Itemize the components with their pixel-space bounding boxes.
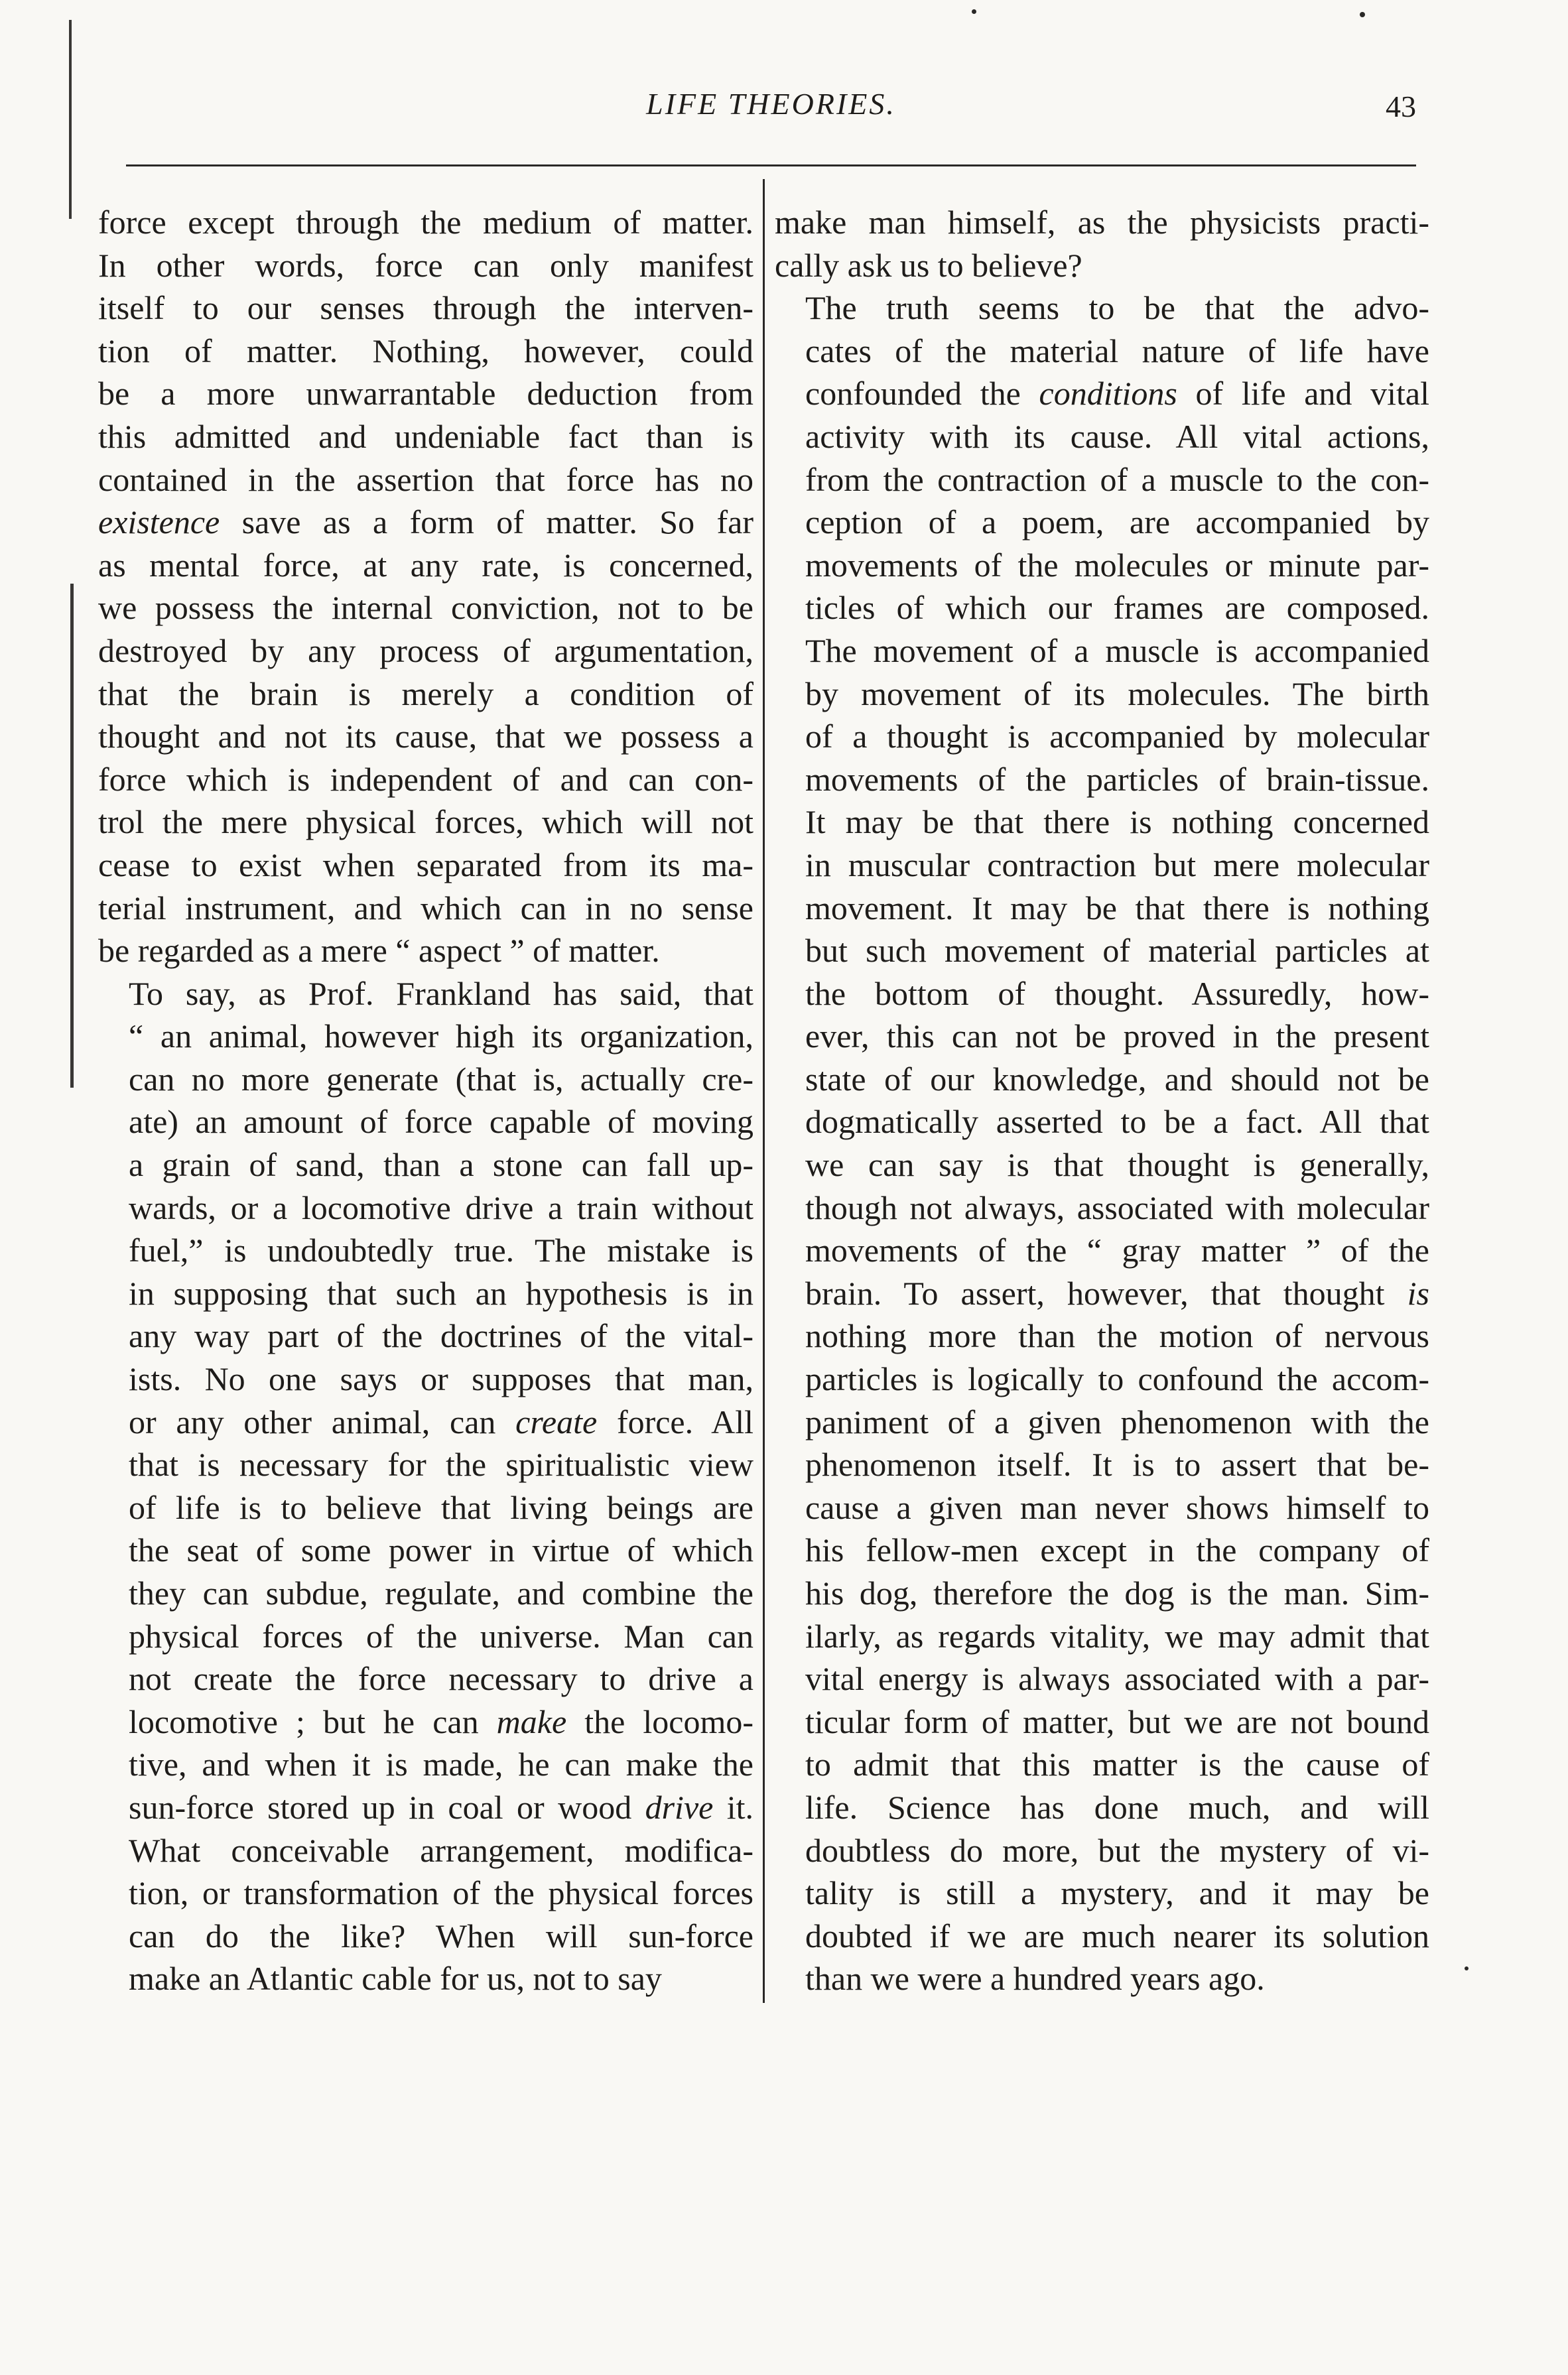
italic-word: drive (645, 1788, 714, 1826)
binding-edge-mark (70, 584, 74, 1088)
text-line: cally ask us to believe? (775, 246, 1082, 284)
text-line: force except through the medium of matter. (98, 204, 753, 241)
text-line: fuel,” is undoubtedly true. The mistake is (129, 1232, 753, 1269)
text-line: doubted if we are much nearer its solution (805, 1917, 1429, 1955)
text-line: locomotive ; but he can make the locomo- (129, 1702, 754, 1740)
text-line: a grain of sand, than a stone can fall up- (129, 1146, 753, 1184)
text-line: the seat of some power in virtue of which (129, 1531, 753, 1569)
left-column (98, 201, 753, 2000)
text-line: existence save as a form of matter. So far (98, 503, 753, 541)
italic-word: is (1407, 1274, 1429, 1312)
text-line: sun-force stored up in coal or wood drive it. (129, 1788, 753, 1826)
running-head: LIFE THEORIES. (646, 87, 896, 121)
text-line: to admit that this matter is the cause of (805, 1746, 1429, 1783)
text-line: of a thought is accompanied by molecular (805, 718, 1429, 755)
text-line: particles is logically to confound the accom- (805, 1360, 1429, 1398)
paragraph (775, 201, 1429, 287)
paragraph (98, 972, 753, 2000)
text-line: wards, or a locomotive drive a train without (129, 1188, 753, 1226)
text-line: movement. It may be that there is nothing (805, 889, 1429, 927)
text-line: by movement of its molecules. The birth (805, 674, 1429, 712)
text-line: movements of the particles of brain-tissue. (805, 760, 1429, 798)
text-line: itself to our senses through the interven- (98, 289, 753, 327)
text-line: To say, as Prof. Frankland has said, that (129, 974, 753, 1012)
text-line: his fellow-men except in the company of (805, 1531, 1429, 1569)
column-divider (763, 179, 765, 2003)
text-line: ilarly, as regards vitality, we may admit that (805, 1617, 1429, 1655)
text-line: tality is still a mystery, and it may be (805, 1874, 1429, 1912)
text-line: vital energy is always associated with a par- (805, 1660, 1429, 1698)
text-line: make an Atlantic cable for us, not to say (129, 1960, 662, 1998)
text-line: we can say is that thought is generally, (805, 1146, 1429, 1184)
text-line: be a more unwarrantable deduction from (98, 375, 753, 413)
text-line: in muscular contraction but mere molecular (805, 846, 1429, 883)
text-line: ever, this can not be proved in the present (805, 1017, 1429, 1055)
text-line: can no more generate (that is, actually cre- (129, 1060, 753, 1098)
text-line: phenomenon itself. It is to assert that be- (805, 1446, 1429, 1484)
text-line: movements of the molecules or minute par- (805, 546, 1429, 584)
ink-speck (1465, 1966, 1469, 1970)
text-line: be regarded as a mere “ aspect ” of matter. (98, 932, 660, 970)
text-line: ists. No one says or supposes that man, (129, 1360, 753, 1398)
text-line: we possess the internal conviction, not to be (98, 589, 753, 627)
text-line: trol the mere physical forces, which will not (98, 803, 753, 841)
text-line: tion of matter. Nothing, however, could (98, 332, 753, 369)
page-number: 43 (1386, 90, 1416, 123)
text-line: dogmatically asserted to be a fact. All that (805, 1103, 1429, 1141)
text-line: than we were a hundred years ago. (805, 1960, 1265, 1998)
text-line: cause a given man never shows himself to (805, 1488, 1429, 1526)
text-line: activity with its cause. All vital actions, (805, 417, 1429, 455)
italic-word: create (515, 1403, 598, 1441)
paragraph (98, 201, 753, 972)
text-line: The movement of a muscle is accompanied (805, 631, 1429, 669)
text-line: cates of the material nature of life have (805, 332, 1429, 369)
text-line: this admitted and undeniable fact than is (98, 417, 753, 455)
text-line: or any other animal, can create force. All (129, 1403, 753, 1441)
text-line: the bottom of thought. Assuredly, how- (805, 974, 1429, 1012)
text-line: life. Science has done much, and will (805, 1788, 1429, 1826)
text-line: as mental force, at any rate, is concerned, (98, 546, 753, 584)
text-line: of life is to believe that living beings are (129, 1488, 753, 1526)
text-line: It may be that there is nothing concerned (805, 803, 1429, 841)
italic-word: make (496, 1702, 567, 1740)
text-line: ate) an amount of force capable of moving (129, 1103, 753, 1141)
text-line: not create the force necessary to drive a (129, 1660, 753, 1698)
text-line: from the contraction of a muscle to the con- (805, 460, 1429, 498)
text-line: ticular form of matter, but we are not bound (805, 1702, 1429, 1740)
text-line: The truth seems to be that the advo- (805, 289, 1429, 327)
binding-edge-mark (69, 20, 72, 219)
text-line: terial instrument, and which can in no sense (98, 889, 753, 927)
text-line: force which is independent of and can con- (98, 760, 753, 798)
text-line: tion, or transformation of the physical forces (129, 1874, 753, 1912)
text-line: destroyed by any process of argumentation, (98, 631, 753, 669)
text-line: in supposing that such an hypothesis is in (129, 1274, 753, 1312)
text-line: they can subdue, regulate, and combine the (129, 1574, 753, 1612)
text-line: In other words, force can only manifest (98, 246, 753, 284)
italic-word: conditions (1039, 375, 1177, 413)
ink-speck (1360, 12, 1365, 17)
header-rule (126, 164, 1416, 166)
text-line: paniment of a given phenomenon with the (805, 1403, 1429, 1441)
text-line: “ an animal, however high its organization, (129, 1017, 753, 1055)
italic-word: existence (98, 503, 220, 541)
text-line: cease to exist when separated from its ma- (98, 846, 753, 883)
ink-speck (972, 9, 976, 14)
text-line: contained in the assertion that force has no (98, 460, 753, 498)
paragraph (775, 287, 1429, 2000)
text-line: tive, and when it is made, he can make the (129, 1746, 753, 1783)
text-line: brain. To assert, however, that thought is (805, 1274, 1429, 1312)
text-line: ticles of which our frames are composed. (805, 589, 1429, 627)
text-line: that the brain is merely a condition of (98, 674, 753, 712)
text-line: doubtless do more, but the mystery of vi- (805, 1831, 1429, 1869)
text-line: What conceivable arrangement, modifica- (129, 1831, 753, 1869)
right-column (775, 201, 1429, 2000)
text-line: can do the like? When will sun-force (129, 1917, 753, 1955)
text-line: ception of a poem, are accompanied by (805, 503, 1429, 541)
page-header (126, 86, 1416, 139)
text-line: make man himself, as the physicists practi- (775, 204, 1429, 241)
text-line: though not always, associated with molecular (805, 1188, 1429, 1226)
text-line: his dog, therefore the dog is the man. Sim- (805, 1574, 1429, 1612)
text-line: movements of the “ gray matter ” of the (805, 1232, 1429, 1269)
text-line: physical forces of the universe. Man can (129, 1617, 753, 1655)
text-line: but such movement of material particles at (805, 932, 1429, 970)
text-line: that is necessary for the spiritualistic view (129, 1446, 753, 1484)
text-line: thought and not its cause, that we possess a (98, 718, 753, 755)
text-line: nothing more than the motion of nervous (805, 1317, 1429, 1355)
text-line: state of our knowledge, and should not be (805, 1060, 1429, 1098)
text-line: any way part of the doctrines of the vital- (129, 1317, 753, 1355)
text-line: confounded the conditions of life and vital (805, 375, 1429, 413)
